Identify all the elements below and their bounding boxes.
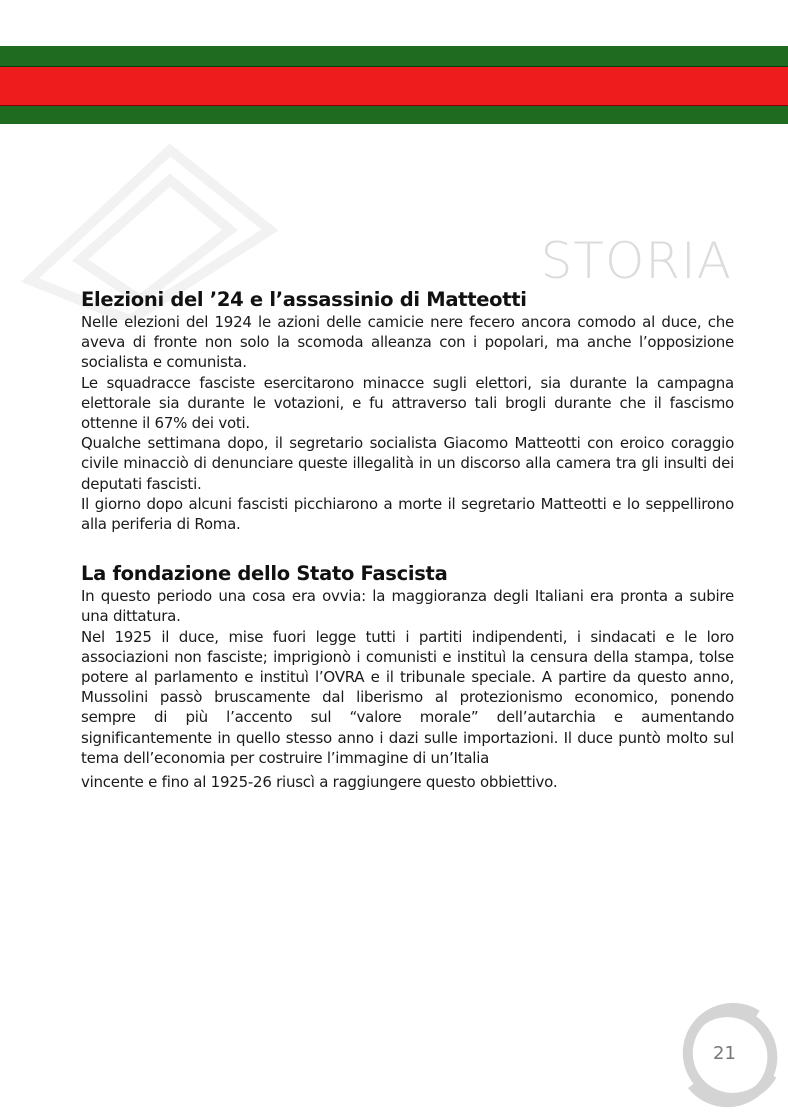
paragraph: Qualche settimana dopo, il segretario socialista Giacomo Matteotti con eroico coraggio civile minacciò di denunciare queste illegalità in un discorso alla camera tra gli insulti dei deputati fascisti. (81, 434, 734, 493)
section-fondazione (81, 562, 734, 792)
section-title: La fondazione dello Stato Fascista (81, 562, 448, 586)
page-number: 21 (713, 1043, 736, 1064)
section-tag: STORIA (540, 232, 732, 290)
paragraph: In questo periodo una cosa era ovvia: la maggioranza degli Italiani era pronta a subire una dittatura. (81, 587, 734, 626)
article-body (81, 288, 734, 792)
paragraph: Il giorno dopo alcuni fascisti picchiarono a morte il segretario Matteotti e lo seppellirono alla periferia di Roma. (81, 494, 734, 534)
paragraph: Le squadracce fasciste esercitarono minacce sugli elettori, sia durante la campagna elettorale sia durante le votazioni, e fu attraverso tali brogli durante che il fascismo ottenne il 67% dei voti. (81, 373, 734, 433)
flag-stripe-red (0, 67, 788, 106)
paragraph: Nelle elezioni del 1924 le azioni delle camicie nere fecero ancora comodo al duce, che aveva di fronte non solo la scomoda alleanza con i popolari, ma anche l’opposizione socialista e comunista. (81, 313, 734, 372)
paragraph: Nel 1925 il duce, mise fuori legge tutti i partiti indipendenti, i sindacati e le loro associazioni non fasciste; imprigionò i comunisti e instituì la censura della stampa, tolse potere al parlamento e instituì l’OVRA e il tribunale speciale. A partire da questo anno, Mussolini passò bruscamente dal liberismo al protezionismo economico, ponendo sempre di più l’accento sul “valore morale” dell’autarchia e aumentando significantemente in quello stesso anno i dazi sulle importazioni. Il duce puntò molto sul tema dell’economia per costruire l’immagine di un’Italia (81, 627, 734, 767)
flag-stripe-green-top (0, 46, 788, 67)
paragraph-last-line: vincente e fino al 1925-26 riuscì a raggiungere questo obbiettivo. (81, 773, 558, 792)
section-title: Elezioni del ’24 e l’assassinio di Matteotti (81, 288, 527, 311)
section-elezioni (81, 288, 734, 534)
